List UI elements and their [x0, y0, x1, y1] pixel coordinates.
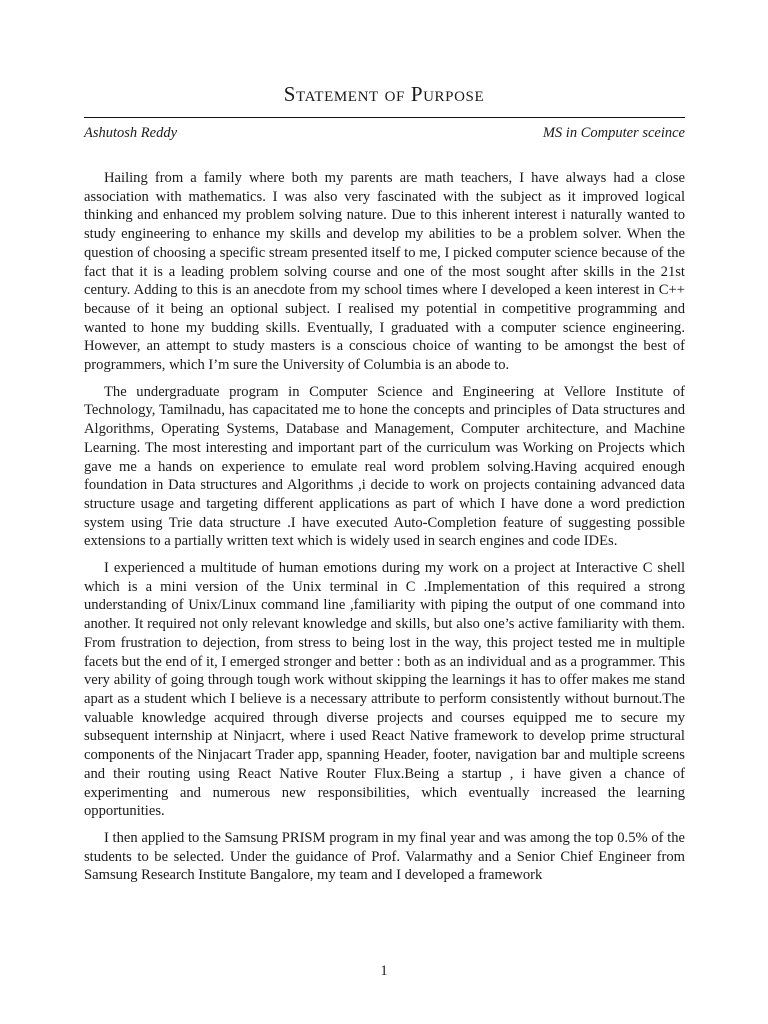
paragraph-4: I then applied to the Samsung PRISM program in my final year and was among the top 0.5% of the students to be selected. Under the guidance of Prof. Valarmathy and a Senior Chief Engineer from Samsung Research Institute Bangalore, my team and I developed a framework: [84, 829, 685, 884]
author-name: Ashutosh Reddy: [84, 125, 178, 141]
title-divider: [84, 117, 685, 118]
page-number: 1: [380, 963, 388, 979]
paragraph-1: Hailing from a family where both my parents are math teachers, I have always had a close association with mathematics. I was also very fascinated with the subject as it improved logical thinking and enhanced my problem solving nature. Due to this inherent interest i naturally wanted to study engineering to enhance my skills and develop my abilities to be a problem solver. When the question of choosing a specific stream presented itself to me, I picked computer science because of the fact that it is a leading problem solving course and one of the most sought after skills in the 21st century. Adding to this is an anecdote from my school times where I developed a keen interest in C++ because of it being an optional subject. I realised my potential in competitive programming and wanted to hone my budding skills. Eventually, I graduated with a computer science engineering. However, an attempt to study masters is a conscious choice of wanting to be amongst the best of programmers, which I’m sure the University of Columbia is an abode to.: [84, 170, 685, 374]
body-text: [84, 169, 685, 939]
paragraph-2: The undergraduate program in Computer Science and Engineering at Vellore Institute of Technology, Tamilnadu, has capacitated me to hone the concepts and principles of Data structures and Algorithms, Operating Systems, Database and Management, Computer architecture, and Machine Learning. The most interesting and important part of the curriculum was Working on Projects which gave me a hands on experience to emulate real word problem solving.Having acquired enough foundation in Data structures and Algorithms ,i decide to work on projects containing advanced data structure usage and targeting different applications as part of which I have done a word prediction system using Trie data structure .I have executed Auto-Completion feature of suggesting possible extensions to a partially written text which is widely used in search engines and code IDEs.: [84, 383, 685, 550]
author-program-row: [84, 123, 685, 143]
paragraph-3: I experienced a multitude of human emotions during my work on a project at Interactive C shell which is a mini version of the Unix terminal in C .Implementation of this required a strong understanding of Unix/Linux command line ,familiarity with piping the output of one command into another. It required not only relevant knowledge and skills, but also one’s active familiarity with them. From frustration to dejection, from stress to being lost in the way, this project tested me in multiple facets but the end of it, I emerged stronger and better : both as an individual and as a programmer. This very ability of going through tough work without skipping the learnings it has to offer makes me stand apart as a student which I believe is a necessary attribute to perform consistently without burnout.The valuable knowledge acquired through diverse projects and courses equipped me to secure my subsequent internship at Ninjacrt, where i used React Native framework to develop prime structural components of the Ninjacart Trader app, spanning Header, footer, navigation bar and multiple screens and their routing using React Native Router Flux.Being a startup , i have given a chance of experimenting and numerous new responsibilities, which eventually increased the learning opportunities.: [84, 560, 685, 820]
program-name: MS in Computer sceince: [542, 125, 685, 141]
document-title: Statement of Purpose: [283, 82, 485, 106]
